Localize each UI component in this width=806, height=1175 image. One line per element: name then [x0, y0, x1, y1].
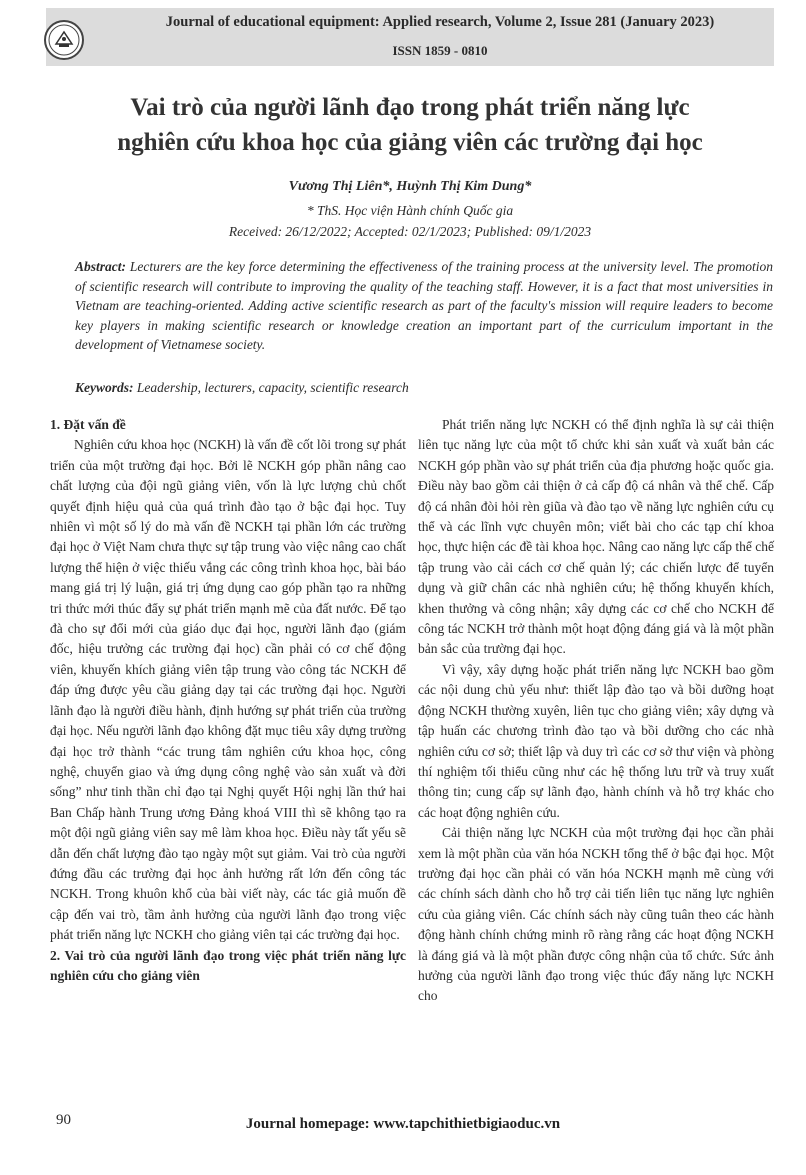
- title-line-2: nghiên cứu khoa học của giảng viên các trường đại học: [117, 129, 703, 156]
- left-column: [50, 415, 406, 986]
- section-2-heading: 2. Vai trò của người lãnh đạo trong việc phát triển năng lực nghiên cứu cho giảng viên: [50, 947, 406, 983]
- title-line-1: Vai trò của người lãnh đạo trong phát triển năng lực: [130, 94, 690, 121]
- issn: ISSN 1859 - 0810: [392, 43, 488, 58]
- article-title: [40, 90, 780, 160]
- right-paragraph-1: Phát triển năng lực NCKH có thể định nghĩa là sự cải thiện liên tục năng lực của một tổ chức khi sản xuất và xuất bản các NCKH góp phần vào sự phát triển của địa phương hoặc quốc gia. Điều này bao gồm cải thiện ở cả cấp độ cá nhân và thể chế. Cấp độ cá nhân đòi hỏi rèn giũa và đào tạo về năng lực nghiên cứu cụ thể và các lĩnh vực chuyên môn; viết bài cho các tạp chí khoa học, thực hiện các đề tài khoa học. Nâng cao năng lực cấp thể chế tập trung vào cải cách cơ chế quản lý; các chiến lược để tuyển dụng và giữ chân các nhà nghiên cứu; hệ thống khuyến khích, khen thưởng và công nhận; xây dựng các cơ chế cho NCKH để công tác NCKH trở thành một hoạt động đáng giá và là một phần bản sắc của trường đại học.: [418, 417, 774, 657]
- keywords: [75, 380, 773, 396]
- right-column: [418, 415, 774, 1007]
- left-paragraph-1: Nghiên cứu khoa học (NCKH) là vấn đề cốt lõi trong sự phát triển của một trường đại học. Bởi lẽ NCKH góp phần nâng cao chất lượng của đội ngũ giảng viên, vốn là lực lượng chủ chốt quyết định hiệu quả của quá trình đào tạo ở bậc đại học. Tuy nhiên vì một số lý do mà vấn đề NCKH tại phần lớn các trường đại học ở Việt Nam chưa thực sự tập trung vào việc nâng cao chất lượng thể hiện ở việc thiếu vắng các công trình khoa học, bài báo mang giá trị lý luận, giá trị ứng dụng cao góp phần tạo ra những tri thức mới thúc đẩy sự phát triển mạnh mẽ của đất nước. Để tạo đà cho sự đổi mới của giáo dục đại học, người lãnh đạo (giám đốc, hiệu trưởng các trường đại học) cần phải có cơ chế động viên, khuyến khích giảng viên tập trung vào công tác NCKH để đáp ứng được yêu cầu giảng dạy tại các trường đại học. Người lãnh đạo là người điều hành, định hướng sự phát triển của trường đại học. Nếu người lãnh đạo không đặt mục tiêu xây dựng trường đại học trở thành “các trung tâm nghiên cứu khoa học, công nghệ, chuyển giao và ứng dụng công nghệ vào sản xuất và đời sống” như tinh thần chỉ đạo tại Nghị quyết Hội nghị lần thứ hai Ban Chấp hành Trung ương Đảng khoá VIII thì sẽ không tạo ra một đội ngũ giảng viên say mê làm khoa học. Điều này tất yếu sẽ dẫn đến chất lượng đào tạo ngày một sụt giảm. Vai trò của người đứng đầu các trường đại học ảnh hưởng rất lớn đến công tác NCKH. Trong khuôn khổ của bài viết này, các tác giả muốn đề cập đến vai trò, tầm ảnh hưởng của người lãnh đạo trong việc phát triển năng lực NCKH cho giảng viên tại các trường đại học.: [50, 437, 406, 943]
- publication-dates: Received: 26/12/2022; Accepted: 02/1/2023; Published: 09/1/2023: [228, 224, 592, 239]
- section-1-heading: 1. Đặt vấn đề: [50, 417, 126, 432]
- keywords-text: Leadership, lecturers, capacity, scientific research: [136, 380, 409, 395]
- authors: Vương Thị Liên*, Huỳnh Thị Kim Dung*: [288, 179, 532, 194]
- abstract-text: Lecturers are the key force determining the effectiveness of the training process at the university level. The promotion of scientific research will contribute to improving the quality of the teaching staff. However, it is a fact that most universities in Vietnam are teaching-oriented. Adding active scientific research as part of the faculty's mission will require leaders to become key players in making scientific research or knowledge creation an important part of the curriculum important in the development of Vietnamese society.: [75, 259, 774, 353]
- abstract-label: Abstract:: [75, 259, 127, 274]
- right-paragraph-2: Vì vậy, xây dựng hoặc phát triển năng lực NCKH bao gồm các nội dung chủ yếu như: thiết lập đào tạo và bồi dưỡng hoạt động NCKH thường xuyên, liên tục cho giảng viên; xây dựng và tập huấn các chương trình đào tạo và bồi dưỡng cho các nhà nghiên cứu cơ sở; thiết lập và duy trì các cơ sở thư viện và phòng thí nghiệm tối thiểu cũng như các hệ thống lưu trữ và truy xuất thông tin; cung cấp sự lãnh đạo, hành chính và hỗ trợ khác cho các hoạt động nghiên cứu.: [418, 661, 774, 820]
- journal-homepage: Journal homepage: www.tapchithietbigiaoduc.vn: [245, 1116, 561, 1132]
- journal-logo-icon: [44, 20, 84, 60]
- journal-citation: Journal of educational equipment: Applied research, Volume 2, Issue 281 (January 2023): [165, 14, 715, 30]
- keywords-label: Keywords:: [75, 380, 134, 395]
- abstract: [75, 257, 773, 355]
- right-paragraph-3: Cải thiện năng lực NCKH của một trường đại học cần phải xem là một phần của văn hóa NCKH tổng thể ở bậc đại học. Một trường đại học cần phải có văn hóa NCKH mạnh mẽ cùng với các chính sách dành cho hỗ trợ cải tiến liên tục năng lực nghiên cứu của giảng viên. Các chính sách này cũng tuân theo các hành động hành chính chứng minh rõ ràng rằng các hoạt động NCKH là đáng giá và là một phần được công nhận của tổ chức. Sức ảnh hưởng của người lãnh đạo trong việc thúc đẩy năng lực NCKH cho: [418, 825, 774, 1004]
- affiliation: * ThS. Học viện Hành chính Quốc gia: [306, 203, 514, 218]
- page-number: 90: [56, 1112, 71, 1128]
